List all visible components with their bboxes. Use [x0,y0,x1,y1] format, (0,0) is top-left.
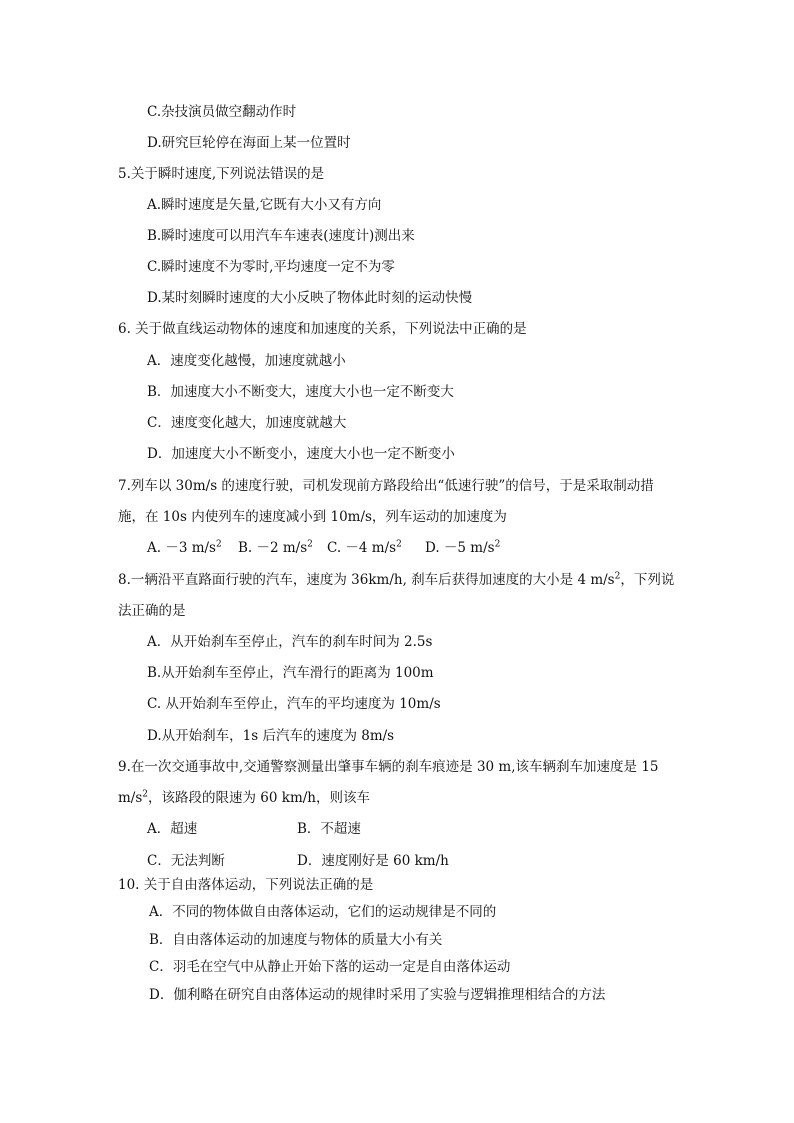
q6-option-a: A．速度变化越慢，加速度就越小 [147,353,346,369]
q7-option-d: D. －5 $m/s^2$ [425,539,501,556]
q6-option-b: B．加速度大小不断变大，速度大小也一定不断变大 [147,384,454,400]
q8-option-c: C. 从开始刹车至停止，汽车的平均速度为 10m/s [147,696,441,712]
q7-option-a: A. －3 $m/s^2$ [147,539,222,556]
q9-option-a: A．超速 [147,821,198,837]
q4-option-c: C.杂技演员做空翻动作时 [147,104,297,120]
q9-stem-line2: $m/s^2$，该路段的限速为 60 km/h，则该车 [118,789,371,806]
q8-option-d: D.从开始刹车，1s 后汽车的速度为 8m/s [147,728,395,744]
q10-option-b: B．自由落体运动的加速度与物体的质量大小有关 [149,932,443,948]
q10-option-a: A．不同的物体做自由落体运动，它们的运动规律是不同的 [149,904,497,920]
q5-stem: 5.关于瞬时速度,下列说法错误的是 [118,166,325,182]
q10-option-c: C．羽毛在空气中从静止开始下落的运动一定是自由落体运动 [149,959,511,975]
q6-option-c: C．速度变化越大，加速度就越大 [147,415,347,431]
q7-stem-line1: 7.列车以 30m/s 的速度行驶，司机发现前方路段给出“低速行驶”的信号，于是采取制动措 [118,478,654,494]
q6-option-d: D．加速度大小不断变小，速度大小也一定不断变小 [147,446,455,462]
q5-option-d: D.某时刻瞬时速度的大小反映了物体此时刻的运动快慢 [147,290,473,306]
q10-option-d: D．伽利略在研究自由落体运动的规律时采用了实验与逻辑推理相结合的方法 [149,987,606,1003]
q8-option-a: A．从开始刹车至停止，汽车的刹车时间为 2.5s [147,634,433,650]
q8-stem-line1: 8.一辆沿平直路面行驶的汽车，速度为 36km/h, 刹车后获得加速度的大小是 4 $m/s^2$，下列说 [118,571,675,588]
q9-option-c: C．无法判断 [147,853,225,869]
q7-stem-line2: 施，在 10s 内使列车的速度减小到 10m/s，列车运动的加速度为 [118,509,507,525]
q6-stem: 6. 关于做直线运动物体的速度和加速度的关系，下列说法中正确的是 [118,321,527,337]
q8-stem-line2: 法正确的是 [118,603,186,619]
q8-option-b: B.从开始刹车至停止，汽车滑行的距离为 100m [147,665,434,681]
q7-option-c: C. －4 $m/s^2$ [327,539,402,556]
q9-stem-line1: 9.在一次交通事故中,交通警察测量出肇事车辆的刹车痕迹是 30 m,该车辆刹车加速度是 15 [118,759,659,775]
q9-option-d: D．速度刚好是 60 km/h [297,853,449,869]
q5-option-b: B.瞬时速度可以用汽车车速表(速度计)测出来 [147,228,415,244]
q4-option-d: D.研究巨轮停在海面上某一位置时 [147,135,351,151]
q10-stem: 10. 关于自由落体运动，下列说法正确的是 [118,877,374,893]
q5-option-a: A.瞬时速度是矢量,它既有大小又有方向 [147,197,382,213]
q9-option-b: B．不超速 [297,821,361,837]
q5-option-c: C.瞬时速度不为零时,平均速度一定不为零 [147,259,395,275]
q7-option-b: B. －2 $m/s^2$ [238,539,313,556]
